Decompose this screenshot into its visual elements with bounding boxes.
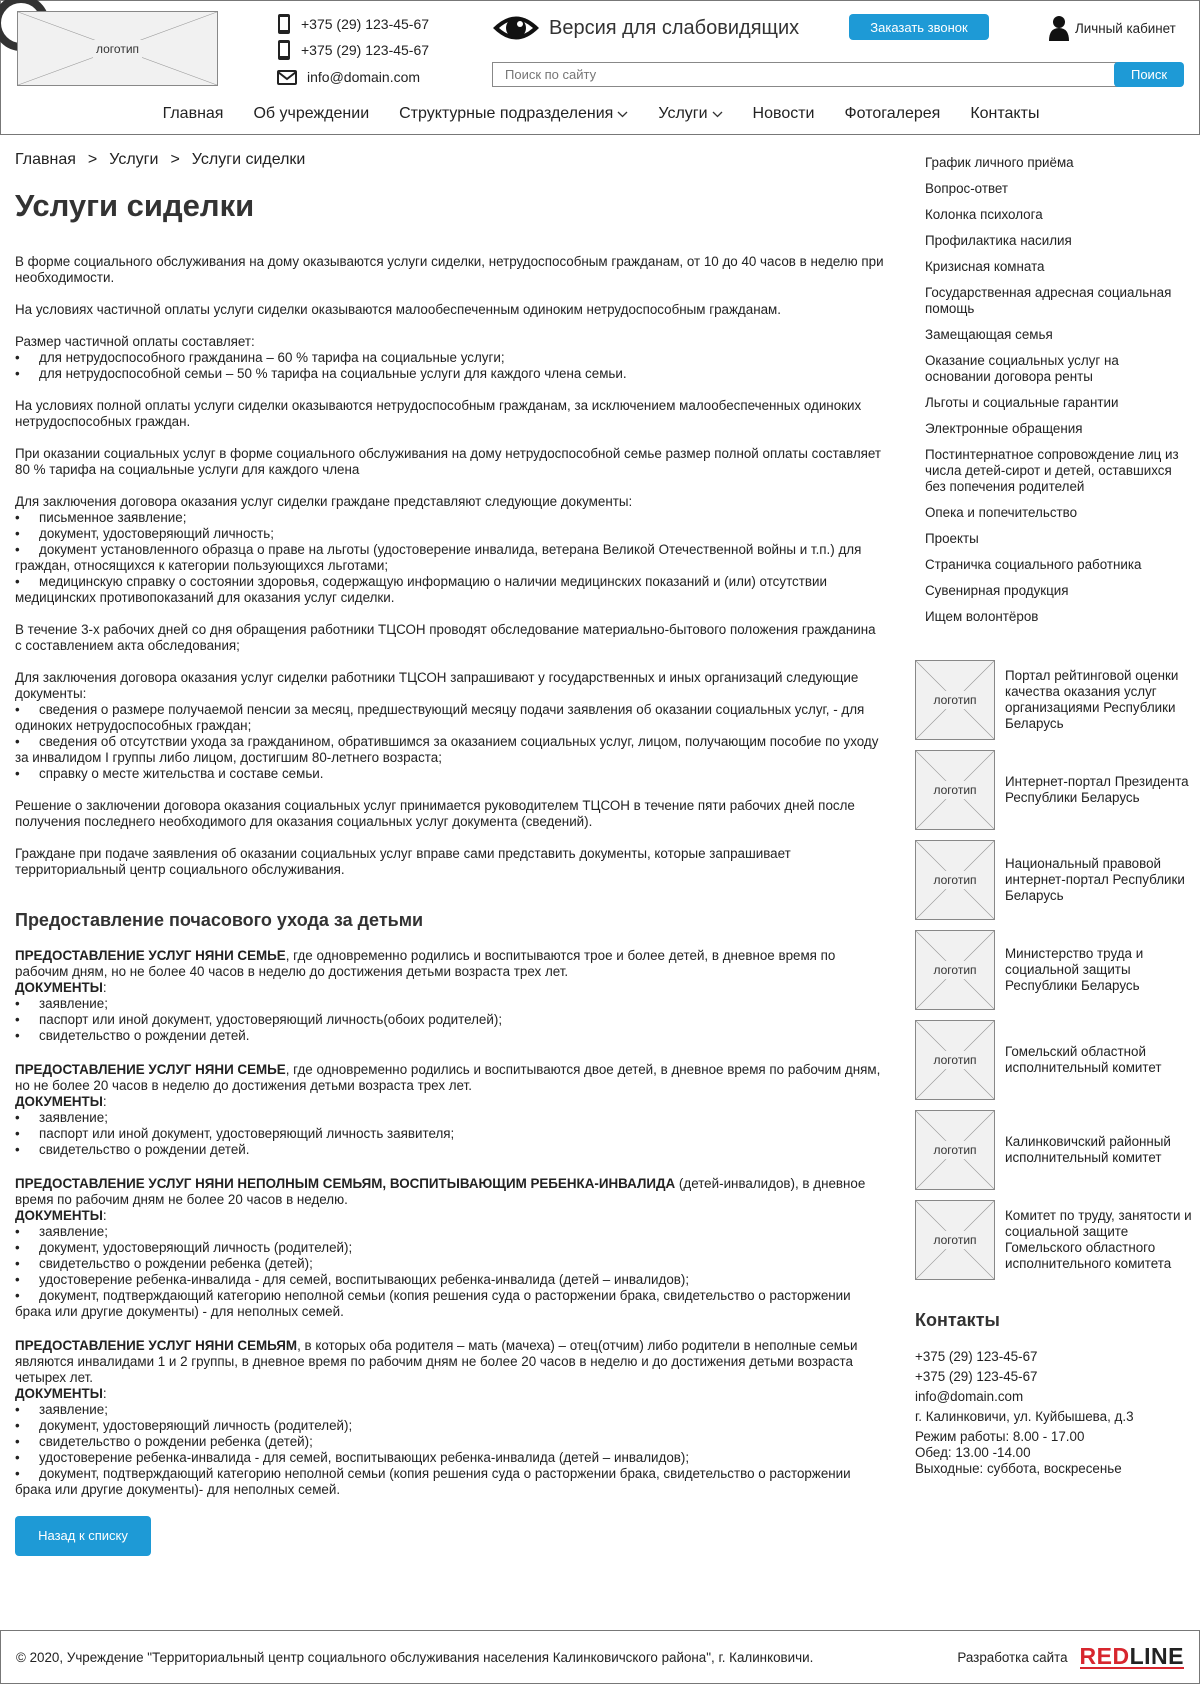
partner-item[interactable] xyxy=(915,750,1200,840)
service-name: ПРЕДОСТАВЛЕНИЕ УСЛУГ НЯНИ СЕМЬЕ xyxy=(15,948,286,963)
partner-logo xyxy=(915,660,995,740)
documents-label-text: ДОКУМЕНТЫ xyxy=(15,1386,103,1401)
service-block xyxy=(15,1338,885,1498)
nav-item[interactable] xyxy=(399,105,628,123)
sidebar-link[interactable]: Профилактика насилия xyxy=(925,233,1072,248)
phone-text: +375 (29) 123-45-67 xyxy=(301,16,430,32)
list-item: • для нетрудоспособной семьи – 50 % тарифа на социальные услуги для каждого члена семьи. xyxy=(15,366,885,382)
list-item: • паспорт или иной документ, удостоверяющий личность заявителя; xyxy=(15,1126,885,1142)
logo-label: логотип xyxy=(93,40,142,58)
nav-item[interactable] xyxy=(253,105,369,123)
partner-logo xyxy=(915,1200,995,1280)
list-item: • для нетрудоспособного гражданина – 60 % тарифа на социальные услуги; xyxy=(15,350,885,366)
list-item: • медицинскую справку о состоянии здоровья, содержащую информацию о наличии медицинских показаний и (или) отсутствии медицинских противопоказаний для оказания услуг сиделки. xyxy=(15,574,885,606)
accessibility-link[interactable] xyxy=(491,11,799,45)
mail-icon xyxy=(277,70,297,85)
list-item: • справку о месте жительства и составе семьи. xyxy=(15,766,885,782)
service-block xyxy=(15,1176,885,1320)
sidebar-menu xyxy=(925,155,1185,635)
partner-name: Гомельский областной исполнительный комитет xyxy=(1005,1044,1162,1075)
documents-label: ДОКУМЕНТЫ: xyxy=(15,980,107,995)
account-label: Личный кабинет xyxy=(1075,20,1176,36)
paragraph-text: Решение о заключении договора оказания социальных услуг принимается руководителем ТЦСОН в течение пяти рабочих дней после получения последнего необходимого для оказания социальных услуг документа (сведений). xyxy=(15,798,855,829)
redline-logo-red: RED xyxy=(1079,1643,1130,1669)
user-icon xyxy=(1049,15,1069,41)
documents-label: ДОКУМЕНТЫ: xyxy=(15,1094,107,1109)
partner-logo-label: логотип xyxy=(930,871,979,889)
partner-name: Национальный правовой интернет-портал Республики Беларусь xyxy=(1005,856,1185,903)
list-item: • удостоверение ребенка-инвалида - для семей, воспитывающих ребенка-инвалида (детей – инвалидов); xyxy=(15,1272,885,1288)
section-subtitle: Предоставление почасового ухода за детьми xyxy=(15,910,424,930)
childcare-section xyxy=(15,948,885,1498)
list-item: • свидетельство о рождении ребенка (детей); xyxy=(15,1256,885,1272)
list-item: • документ, удостоверяющий личность (родителей); xyxy=(15,1240,885,1256)
sidebar-link[interactable]: Ищем волонтёров xyxy=(925,609,1039,624)
partner-logo xyxy=(915,1110,995,1190)
partner-item[interactable] xyxy=(915,1200,1200,1290)
callback-button[interactable]: Заказать звонок xyxy=(849,14,989,40)
breadcrumb-item[interactable]: Главная xyxy=(15,151,76,168)
sidebar-link[interactable]: График личного приёма xyxy=(925,155,1074,170)
developer-label: Разработка сайта xyxy=(957,1649,1068,1665)
paragraph-text: Граждане при подаче заявления об оказании социальных услуг вправе сами представить документы, которые запрашивает территориальный центр социального обслуживания. xyxy=(15,846,791,877)
copyright-text: © 2020, Учреждение "Территориальный центр социального обслуживания населения Калинковичского района", г. Калинковичи. xyxy=(16,1649,814,1665)
list-item: • документ, подтверждающий категорию неполной семьи (копия решения суда о расторжении брака, свидетельство о расторжении брака или другие документы)- для неполных семей. xyxy=(15,1466,885,1498)
list-item: • документ, удостоверяющий личность; xyxy=(15,526,885,542)
list-item: • заявление; xyxy=(15,1110,885,1126)
sidebar-link[interactable]: Постинтернатное сопровождение лиц из числа детей-сирот и детей, оставшихся без попечения родителей xyxy=(925,447,1179,494)
paragraph xyxy=(15,670,885,782)
breadcrumb-separator: > xyxy=(170,151,180,168)
sidebar-link[interactable]: Опека и попечительство xyxy=(925,505,1078,520)
list-item: • документ, удостоверяющий личность (родителей); xyxy=(15,1418,885,1434)
service-block xyxy=(15,1062,885,1158)
paragraph xyxy=(15,398,885,430)
list-item: • заявление; xyxy=(15,996,885,1012)
breadcrumb-item[interactable]: Услуги xyxy=(109,151,159,168)
list-item: • сведения об отсутствии ухода за гражданином, обратившимся за оказанием социальных услуг, лицом, получающим пособие по уходу за инвалидом I группы либо лицом, достигшим 80-летнего возраста; xyxy=(15,734,885,766)
documents-label-text: ДОКУМЕНТЫ xyxy=(15,1094,103,1109)
list-item: • свидетельство о рождении ребенка (детей); xyxy=(15,1434,885,1450)
paragraph-text: В течение 3-х рабочих дней со дня обращения работники ТЦСОН проводят обследование материально-бытового положения гражданина с составлением акта обследования; xyxy=(15,622,876,653)
nav-item[interactable] xyxy=(658,105,722,123)
nav-item[interactable] xyxy=(753,105,815,123)
eye-icon xyxy=(491,11,541,45)
sidebar-link[interactable]: Проекты xyxy=(925,531,979,546)
documents-label: ДОКУМЕНТЫ: xyxy=(15,1386,107,1401)
nav-item-label: Главная xyxy=(162,105,224,122)
list-item: • документ установленного образца о праве на льготы (удостоверение инвалида, ветерана Великой Отечественной войны и т.п.) для граждан, относящихся к категории пользующихся льготами; xyxy=(15,542,885,574)
paragraph xyxy=(15,622,885,654)
nav-item-label: Об учреждении xyxy=(253,105,370,122)
partner-logo xyxy=(915,1020,995,1100)
paragraph-text: Для заключения договора оказания услуг сиделки граждане представляют следующие документы: xyxy=(15,494,633,509)
nav-item-label: Услуги xyxy=(658,105,708,122)
paragraph xyxy=(15,846,885,878)
nav-item-label: Структурные подразделения xyxy=(399,105,614,122)
phone-icon xyxy=(277,39,291,61)
service-text: , где одновременно родились и воспитываются двое детей, в дневное время по рабочим дням, но не более 20 часов в неделю до достижения детьми возраста трех лет. xyxy=(15,1062,881,1093)
sidebar-link[interactable]: Электронные обращения xyxy=(925,421,1083,436)
email-link[interactable] xyxy=(277,69,420,85)
service-block xyxy=(15,948,885,1044)
partner-logo-label: логотип xyxy=(930,1231,979,1249)
page-title: Услуги сиделки xyxy=(15,188,255,223)
redline-logo-dark: LINE xyxy=(1129,1643,1184,1669)
nav-item-label: Фотогалерея xyxy=(844,105,941,122)
partner-logo xyxy=(915,750,995,830)
site-logo[interactable] xyxy=(17,11,218,86)
service-description xyxy=(15,948,885,980)
partner-logo-label: логотип xyxy=(930,691,979,709)
accessibility-label: Версия для слабовидящих xyxy=(549,16,800,39)
service-description xyxy=(15,1062,885,1094)
partner-name: Министерство труда и социальной защиты Республики Беларусь xyxy=(1005,946,1144,993)
account-link[interactable] xyxy=(1049,15,1176,41)
list-item: • удостоверение ребенка-инвалида - для семей, воспитывающих ребенка-инвалида (детей – инвалидов); xyxy=(15,1450,885,1466)
paragraph xyxy=(15,254,885,286)
paragraph-text: Размер частичной оплаты составляет: xyxy=(15,334,255,349)
service-name: ПРЕДОСТАВЛЕНИЕ УСЛУГ НЯНИ СЕМЬЯМ xyxy=(15,1338,298,1353)
breadcrumb-item: Услуги сиделки xyxy=(191,151,306,168)
partner-logo-label: логотип xyxy=(930,1051,979,1069)
working-hours: Обед: 13.00 -14.00 xyxy=(915,1445,1031,1460)
paragraph xyxy=(15,302,885,318)
main-content xyxy=(15,152,885,1556)
sidebar-link[interactable]: Государственная адресная социальная помощь xyxy=(925,285,1172,316)
sidebar-link[interactable]: Льготы и социальные гарантии xyxy=(925,395,1119,410)
partner-logo-label: логотип xyxy=(930,961,979,979)
contact-line[interactable]: +375 (29) 123-45-67 xyxy=(915,1349,1038,1364)
paragraph-text: Для заключения договора оказания услуг сиделки работники ТЦСОН запрашивают у государственных и иных организаций следующие документы: xyxy=(15,670,859,701)
working-hours: Режим работы: 8.00 - 17.00 xyxy=(915,1429,1085,1444)
article-body xyxy=(15,254,885,878)
site-footer xyxy=(0,1630,1200,1684)
service-description xyxy=(15,1338,885,1386)
nav-item[interactable] xyxy=(970,105,1039,123)
list-item: • письменное заявление; xyxy=(15,510,885,526)
sidebar-link[interactable]: Оказание социальных услуг на основании договора ренты xyxy=(925,353,1119,384)
contact-line[interactable]: info@domain.com xyxy=(915,1389,1024,1404)
chevron-down-icon xyxy=(712,105,723,123)
paragraph-text: При оказании социальных услуг в форме социального обслуживания на дому нетрудоспособной семье размер полной оплаты составляет 80 % тарифа на социальные услуги для каждого члена xyxy=(15,446,882,477)
nav-item[interactable] xyxy=(163,105,224,123)
phone-text: +375 (29) 123-45-67 xyxy=(301,42,430,58)
nav-item-label: Контакты xyxy=(970,105,1040,122)
service-description xyxy=(15,1176,885,1208)
partner-name: Комитет по труду, занятости и социальной защите Гомельского областного исполнительного комитета xyxy=(1005,1208,1192,1271)
paragraph-text: На условиях полной оплаты услуги сиделки оказываются нетрудоспособным гражданам, за исключением малообеспеченных одиноких нетрудоспособных граждан. xyxy=(15,398,862,429)
paragraph xyxy=(15,446,885,478)
contacts-title: Контакты xyxy=(915,1310,1000,1330)
partner-name: Калинковичский районный исполнительный комитет xyxy=(1005,1134,1171,1165)
email-text: info@domain.com xyxy=(307,69,421,85)
phone-2[interactable] xyxy=(277,39,429,61)
main-nav xyxy=(1,105,1200,123)
partner-name: Интернет-портал Президента Республики Беларусь xyxy=(1005,774,1189,805)
contact-line: г. Калинковичи, ул. Куйбышева, д.3 xyxy=(915,1409,1134,1424)
partner-links xyxy=(915,660,1200,1290)
nav-item[interactable] xyxy=(844,105,940,123)
breadcrumb-separator: > xyxy=(87,151,98,168)
site-header xyxy=(0,0,1200,135)
service-name: ПРЕДОСТАВЛЕНИЕ УСЛУГ НЯНИ НЕПОЛНЫМ СЕМЬЯМ, ВОСПИТЫВАЮЩИМ РЕБЕНКА-ИНВАЛИДА xyxy=(15,1176,676,1191)
partner-item[interactable] xyxy=(915,930,1200,1020)
partner-logo xyxy=(915,840,995,920)
documents-label: ДОКУМЕНТЫ: xyxy=(15,1208,107,1223)
contacts-block xyxy=(915,1310,1200,1477)
back-to-list-button[interactable]: Назад к списку xyxy=(15,1516,151,1556)
partner-logo xyxy=(915,930,995,1010)
partner-item[interactable] xyxy=(915,1110,1200,1200)
list-item: • свидетельство о рождении детей. xyxy=(15,1028,885,1044)
service-text: (детей-инвалидов), в дневное время по рабочим дням не более 20 часов в неделю. xyxy=(15,1176,866,1207)
list-item: • свидетельство о рождении детей. xyxy=(15,1142,885,1158)
paragraph xyxy=(15,798,885,830)
service-name: ПРЕДОСТАВЛЕНИЕ УСЛУГ НЯНИ СЕМЬЕ xyxy=(15,1062,286,1077)
redline-logo[interactable] xyxy=(1080,1645,1184,1669)
phone-1[interactable] xyxy=(277,13,429,35)
sidebar-link[interactable]: Страничка социального работника xyxy=(925,557,1142,572)
list-item: • документ, подтверждающий категорию неполной семьи (копия решения суда о расторжении брака, свидетельство о расторжении брака или другие документы) - для неполных семей. xyxy=(15,1288,885,1320)
documents-label-text: ДОКУМЕНТЫ xyxy=(15,980,103,995)
sidebar-link[interactable]: Вопрос-ответ xyxy=(925,181,1009,196)
contact-line[interactable]: +375 (29) 123-45-67 xyxy=(915,1369,1038,1384)
list-item: • сведения о размере получаемой пенсии за месяц, предшествующий месяцу подачи заявления об оказании социальных услуг, - для одиноких нетрудоспособных граждан; xyxy=(15,702,885,734)
partner-logo-label: логотип xyxy=(930,1141,979,1159)
list-item: • заявление; xyxy=(15,1224,885,1240)
phone-icon xyxy=(277,13,291,35)
sidebar-link[interactable]: Колонка психолога xyxy=(925,207,1043,222)
chevron-down-icon xyxy=(617,105,628,123)
sidebar-link[interactable]: Сувенирная продукция xyxy=(925,583,1069,598)
working-hours: Выходные: суббота, воскресенье xyxy=(915,1461,1122,1476)
list-item: • паспорт или иной документ, удостоверяющий личность(обоих родителей); xyxy=(15,1012,885,1028)
paragraph xyxy=(15,334,885,382)
service-text: , в которых оба родителя – мать (мачеха) – отец(отчим) либо родители в неполные семьи являются инвалидами 1 и 2 группы, в дневное время по рабочим дням не более 20 часов в неделю и до достижения детьми возраста четырех лет. xyxy=(15,1338,858,1385)
service-text: , где одновременно родились и воспитываются трое и более детей, в дневное время по рабочим дням, но не более 40 часов в неделю до достижения детьми возраста трех лет. xyxy=(15,948,836,979)
partner-logo-label: логотип xyxy=(930,781,979,799)
search-input[interactable] xyxy=(492,62,1122,87)
list-item: • заявление; xyxy=(15,1402,885,1418)
breadcrumb xyxy=(15,152,885,168)
partner-item[interactable] xyxy=(915,1020,1200,1110)
paragraph-text: На условиях частичной оплаты услуги сиделки оказываются малообеспеченным одиноким нетрудоспособным гражданам. xyxy=(15,302,781,317)
search-button[interactable]: Поиск xyxy=(1114,62,1184,87)
paragraph xyxy=(15,494,885,606)
nav-item-label: Новости xyxy=(752,105,815,122)
documents-label-text: ДОКУМЕНТЫ xyxy=(15,1208,103,1223)
partner-name: Портал рейтинговой оценки качества оказания услуг организациями Республики Беларусь xyxy=(1005,668,1179,731)
partner-item[interactable] xyxy=(915,660,1200,750)
sidebar-link[interactable]: Кризисная комната xyxy=(925,259,1045,274)
sidebar-link[interactable]: Замещающая семья xyxy=(925,327,1053,342)
partner-item[interactable] xyxy=(915,840,1200,930)
paragraph-text: В форме социального обслуживания на дому оказываются услуги сиделки, нетрудоспособным гражданам, от 10 до 40 часов в неделю при необходимости. xyxy=(15,254,884,285)
